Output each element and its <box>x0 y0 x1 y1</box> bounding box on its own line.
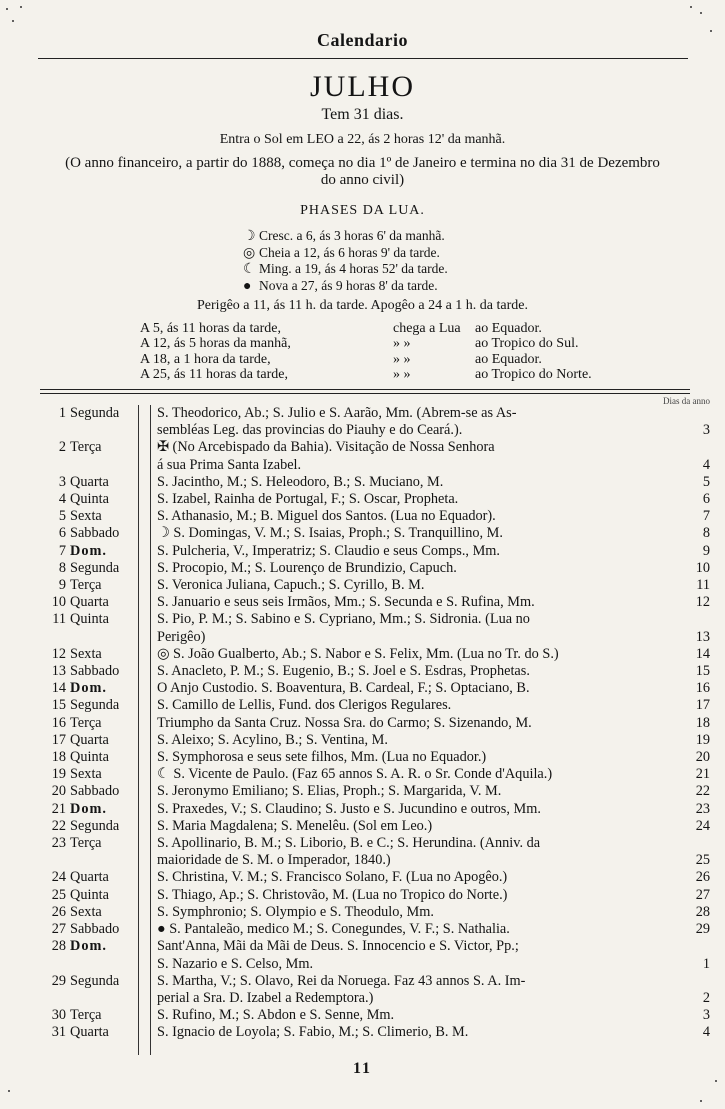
transit-end: ao Tropico do Norte. <box>475 366 592 382</box>
day-of-year: 28 <box>695 903 710 920</box>
saints-line: á sua Prima Santa Izabel. <box>157 456 302 473</box>
day-of-year: 19 <box>695 731 710 748</box>
weekday: Sabbado <box>70 921 120 938</box>
calendar-row <box>40 405 720 439</box>
saints-entry <box>157 1024 647 1041</box>
calendar-row <box>40 835 720 869</box>
saints-entry <box>157 697 647 714</box>
weekday: Segunda <box>70 697 120 714</box>
weekday: Sexta <box>70 903 102 920</box>
moon-transits <box>140 321 700 382</box>
saints-line: S. Pulcheria, V., Imperatriz; S. Claudio e seus Comps., Mm. <box>157 542 500 559</box>
weekday: Quinta <box>70 886 109 903</box>
day-number: 19 <box>51 766 66 783</box>
weekday: Segunda <box>70 405 120 421</box>
day-of-year: 24 <box>695 817 710 834</box>
day-of-year-header: Dias da anno <box>663 396 710 406</box>
day-of-year: 16 <box>695 680 710 697</box>
weekday: Sabbado <box>70 663 120 680</box>
weekday: Segunda <box>70 972 120 989</box>
transit-end: ao Equador. <box>475 321 542 336</box>
calendar-row <box>40 783 720 800</box>
saints-line: S. Theodorico, Ab.; S. Julio e S. Aarão, Mm. (Abrem-se as As- <box>157 405 517 421</box>
day-number: 7 <box>58 542 66 559</box>
transit-when: A 5, ás 11 horas da tarde, <box>140 321 281 336</box>
saints-entry <box>157 801 647 818</box>
saints-line: S. Ignacio de Loyola; S. Fabio, M.; S. Climerio, B. M. <box>157 1024 469 1041</box>
day-number: 9 <box>58 577 66 594</box>
paper-speck <box>715 1080 717 1082</box>
saints-line: S. Praxedes, V.; S. Claudino; S. Justo e S. Jucundino e outros, Mm. <box>157 800 541 817</box>
transit-mid: chega a Lua <box>393 321 461 336</box>
day-number: 20 <box>51 783 66 800</box>
calendar-row <box>40 766 720 783</box>
saints-entry <box>157 405 647 439</box>
weekday: Terça <box>70 439 102 456</box>
calendar-row <box>40 1007 720 1024</box>
day-of-year: 9 <box>702 542 710 559</box>
calendar-row <box>40 491 720 508</box>
day-of-year: 4 <box>702 1024 710 1041</box>
fiscal-note: (O anno financeiro, a partir do 1888, começa no dia 1º de Janeiro e termina no dia 31 de Dezembro do anno civil) <box>65 155 660 188</box>
calendar-table <box>40 405 720 1042</box>
transit-when: A 18, a 1 hora da tarde, <box>140 351 271 367</box>
saints-line: ✠ (No Arcebispado da Bahia). Visitação de Nossa Senhora <box>157 439 495 456</box>
calendar-row <box>40 474 720 491</box>
saints-line: Perigêo) <box>157 628 206 645</box>
weekday: Sexta <box>70 508 102 525</box>
transit-end: ao Tropico do Sul. <box>475 336 579 352</box>
moon-phases <box>243 228 543 294</box>
calendar-row <box>40 904 720 921</box>
moon-transit <box>140 321 700 336</box>
moon-phase-icon: ● <box>243 278 252 294</box>
calendar-row <box>40 938 720 972</box>
day-of-year: 14 <box>695 645 710 662</box>
day-number: 18 <box>51 749 66 766</box>
table-top-rule <box>40 389 690 394</box>
transit-mid: » » <box>393 366 411 382</box>
day-of-year: 8 <box>702 525 710 542</box>
calendar-row <box>40 715 720 732</box>
day-number: 24 <box>51 869 66 886</box>
top-rule <box>38 58 688 59</box>
calendar-row <box>40 577 720 594</box>
day-of-year: 25 <box>695 852 710 869</box>
saints-line: maioridade de S. M. o Imperador, 1840.) <box>157 852 391 869</box>
day-number: 14 <box>51 680 66 697</box>
day-number: 10 <box>51 594 66 611</box>
day-number: 5 <box>58 508 66 525</box>
paper-speck <box>690 6 692 8</box>
day-of-year: 26 <box>695 869 710 886</box>
day-number: 30 <box>51 1007 66 1024</box>
weekday: Dom. <box>70 542 107 559</box>
day-number: 17 <box>51 731 66 748</box>
calendar-row <box>40 801 720 818</box>
saints-line: S. Christina, V. M.; S. Francisco Solano, F. (Lua no Apogêo.) <box>157 869 508 886</box>
page-number: 11 <box>352 1060 373 1077</box>
calendar-row <box>40 646 720 663</box>
calendar-row <box>40 594 720 611</box>
calendar-row <box>40 543 720 560</box>
day-of-year: 11 <box>696 577 710 594</box>
saints-line: S. Anacleto, P. M.; S. Eugenio, B.; S. Joel e S. Esdras, Prophetas. <box>157 663 530 680</box>
saints-entry <box>157 749 647 766</box>
weekday: Quinta <box>70 749 109 766</box>
day-of-year: 3 <box>702 422 710 439</box>
saints-line: S. Jeronymo Emiliano; S. Elias, Proph.; S. Margarida, V. M. <box>157 783 502 800</box>
paper-speck <box>710 30 712 32</box>
saints-entry <box>157 439 647 473</box>
saints-line: ☾ S. Vicente de Paulo. (Faz 65 annos S. A. R. o Sr. Conde d'Aquila.) <box>157 766 553 783</box>
paper-speck <box>700 1100 702 1102</box>
saints-line: S. Symphronio; S. Olympio e S. Theodulo, Mm. <box>157 903 434 920</box>
saints-entry <box>157 904 647 921</box>
weekday: Terça <box>70 714 102 731</box>
day-number: 3 <box>58 473 66 490</box>
day-number: 22 <box>51 817 66 834</box>
calendar-row <box>40 697 720 714</box>
moon-phase-icon: ☽ <box>243 229 256 244</box>
weekday: Quarta <box>70 731 109 748</box>
saints-line: S. Januario e seus seis Irmãos, Mm.; S. Secunda e S. Rufina, Mm. <box>157 594 535 611</box>
weekday: Dom. <box>70 800 107 817</box>
calendar-row <box>40 887 720 904</box>
weekday: Sabbado <box>70 525 120 542</box>
moon-transit <box>140 367 700 382</box>
day-of-year: 22 <box>695 783 710 800</box>
saints-line: sembléas Leg. das provincias do Piauhy e do Ceará.). <box>157 422 463 439</box>
day-number: 11 <box>52 611 66 628</box>
saints-line: S. Veronica Juliana, Capuch.; S. Cyrillo, B. M. <box>157 577 425 594</box>
moon-phase <box>243 228 543 245</box>
transit-end: ao Equador. <box>475 351 542 367</box>
saints-entry <box>157 560 647 577</box>
saints-line: S. Jacintho, M.; S. Heleodoro, B.; S. Muciano, M. <box>157 473 444 490</box>
day-of-year: 29 <box>695 921 710 938</box>
saints-entry <box>157 577 647 594</box>
saints-entry <box>157 525 647 542</box>
calendar-row <box>40 818 720 835</box>
weekday: Segunda <box>70 559 120 576</box>
saints-entry <box>157 474 647 491</box>
weekday: Dom. <box>70 680 107 697</box>
moon-phase <box>243 278 543 295</box>
saints-line: ☽ S. Domingas, V. M.; S. Isaias, Proph.; S. Tranquillino, M. <box>157 525 503 542</box>
paper-speck <box>700 12 702 14</box>
moon-phase-text: Cheia a 12, ás 6 horas 9' da tarde. <box>259 244 440 260</box>
calendar-row <box>40 560 720 577</box>
calendar-row <box>40 973 720 1007</box>
moon-phase-icon: ☾ <box>243 262 256 277</box>
saints-line: ● S. Pantaleão, medico M.; S. Conegundes, V. F.; S. Nathalia. <box>157 921 510 938</box>
saints-line: S. Thiago, Ap.; S. Christovão, M. (Lua no Tropico do Norte.) <box>157 886 508 903</box>
moon-phase-icon: ◎ <box>243 245 256 261</box>
saints-line: S. Martha, V.; S. Olavo, Rei da Noruega. Faz 43 annos S. A. Im- <box>157 972 526 989</box>
sun-entry: Entra o Sol em LEO a 22, ás 2 horas 12' da manhã. <box>219 132 506 147</box>
calendar-row <box>40 439 720 473</box>
day-of-year: 4 <box>702 456 710 473</box>
saints-entry <box>157 594 647 611</box>
weekday: Terça <box>70 835 102 852</box>
day-of-year: 18 <box>695 714 710 731</box>
calendar-row <box>40 749 720 766</box>
day-of-year: 6 <box>702 491 710 508</box>
saints-entry <box>157 663 647 680</box>
day-number: 2 <box>58 439 66 456</box>
day-of-year: 23 <box>695 800 710 817</box>
day-number: 1 <box>58 405 66 421</box>
day-number: 25 <box>51 886 66 903</box>
saints-entry <box>157 611 647 645</box>
transit-mid: » » <box>393 336 411 352</box>
saints-line: S. Procopio, M.; S. Lourenço de Brundizio, Capuch. <box>157 559 457 576</box>
calendar-row <box>40 869 720 886</box>
saints-entry <box>157 646 647 663</box>
day-of-year: 5 <box>702 473 710 490</box>
paper-speck <box>6 8 8 10</box>
weekday: Quinta <box>70 491 109 508</box>
calendar-row <box>40 921 720 938</box>
moon-phase-text: Cresc. a 6, ás 3 horas 6' da manhã. <box>259 228 445 243</box>
saints-line: S. Izabel, Rainha de Portugal, F.; S. Oscar, Propheta. <box>157 491 459 508</box>
saints-entry <box>157 835 647 869</box>
saints-entry <box>157 491 647 508</box>
saints-entry <box>157 1007 647 1024</box>
saints-entry <box>157 938 647 972</box>
transit-when: A 25, ás 11 horas da tarde, <box>140 366 288 382</box>
day-of-year: 15 <box>695 663 710 680</box>
transit-mid: » » <box>393 351 411 367</box>
saints-entry <box>157 818 647 835</box>
day-number: 29 <box>51 972 66 989</box>
saints-line: S. Athanasio, M.; B. Miguel dos Santos. (Lua no Equador). <box>157 508 496 525</box>
transit-when: A 12, ás 5 horas da manhã, <box>140 336 291 352</box>
saints-entry <box>157 921 647 938</box>
day-number: 6 <box>58 525 66 542</box>
saints-line: O Anjo Custodio. S. Boaventura, B. Cardeal, F.; S. Optaciano, B. <box>157 680 530 697</box>
saints-entry <box>157 732 647 749</box>
saints-line: ◎ S. João Gualberto, Ab.; S. Nabor e S. Felix, Mm. (Lua no Tr. do S.) <box>157 645 559 662</box>
saints-line: Triumpho da Santa Cruz. Nossa Sra. do Carmo; S. Sizenando, M. <box>157 714 532 731</box>
day-of-year: 10 <box>695 559 710 576</box>
day-number: 27 <box>51 921 66 938</box>
saints-line: perial a Sra. D. Izabel a Redemptora.) <box>157 989 374 1006</box>
phases-title: PHASES DA LUA. <box>300 203 425 218</box>
perigee-apogee: Perigêo a 11, ás 11 h. da tarde. Apogêo a 24 a 1 h. da tarde. <box>197 298 528 313</box>
saints-entry <box>157 887 647 904</box>
saints-line: S. Aleixo; S. Acylino, B.; S. Ventina, M. <box>157 731 388 748</box>
weekday: Quarta <box>70 473 109 490</box>
saints-entry <box>157 543 647 560</box>
weekday: Sexta <box>70 766 102 783</box>
saints-entry <box>157 680 647 697</box>
saints-line: S. Camillo de Lellis, Fund. dos Clerigos Regulares. <box>157 697 452 714</box>
days-count: Tem 31 dias. <box>321 106 404 123</box>
day-of-year: 1 <box>702 955 710 972</box>
day-number: 4 <box>58 491 66 508</box>
saints-entry <box>157 715 647 732</box>
saints-line: S. Symphorosa e seus sete filhos, Mm. (Lua no Equador.) <box>157 749 487 766</box>
weekday: Quarta <box>70 594 109 611</box>
saints-entry <box>157 766 647 783</box>
day-number: 21 <box>51 800 66 817</box>
day-of-year: 27 <box>695 886 710 903</box>
day-of-year: 13 <box>695 628 710 645</box>
moon-phase <box>243 245 543 262</box>
running-head: Calendario <box>316 30 408 50</box>
moon-transit <box>140 336 700 351</box>
saints-entry <box>157 783 647 800</box>
calendar-row <box>40 508 720 525</box>
calendar-row <box>40 680 720 697</box>
day-of-year: 7 <box>702 508 710 525</box>
day-number: 12 <box>51 645 66 662</box>
saints-line: S. Apollinario, B. M.; S. Liborio, B. e C.; S. Herundina. (Anniv. da <box>157 835 541 852</box>
moon-phase-text: Nova a 27, ás 9 horas 8' da tarde. <box>259 277 438 293</box>
saints-entry <box>157 869 647 886</box>
weekday: Dom. <box>70 938 107 955</box>
weekday: Sabbado <box>70 783 120 800</box>
calendar-row <box>40 611 720 645</box>
calendar-row <box>40 525 720 542</box>
day-of-year: 21 <box>695 766 710 783</box>
moon-phase <box>243 261 543 278</box>
day-number: 13 <box>51 663 66 680</box>
weekday: Quarta <box>70 1024 109 1041</box>
day-of-year: 3 <box>702 1007 710 1024</box>
day-number: 15 <box>51 697 66 714</box>
weekday: Quarta <box>70 869 109 886</box>
calendar-row <box>40 732 720 749</box>
day-number: 8 <box>58 559 66 576</box>
saints-entry <box>157 973 647 1007</box>
day-of-year: 20 <box>695 749 710 766</box>
saints-line: Sant'Anna, Mãi da Mãi de Deus. S. Innocencio e S. Victor, Pp.; <box>157 938 519 955</box>
day-number: 26 <box>51 903 66 920</box>
weekday: Quinta <box>70 611 109 628</box>
day-of-year: 17 <box>695 697 710 714</box>
moon-transit <box>140 352 700 367</box>
saints-line: S. Rufino, M.; S. Abdon e S. Senne, Mm. <box>157 1007 395 1024</box>
weekday: Sexta <box>70 645 102 662</box>
day-number: 16 <box>51 714 66 731</box>
saints-line: S. Pio, P. M.; S. Sabino e S. Cypriano, Mm.; S. Sidronia. (Lua no <box>157 611 530 628</box>
paper-speck <box>12 20 14 22</box>
saints-entry <box>157 508 647 525</box>
weekday: Terça <box>70 577 102 594</box>
saints-line: S. Nazario e S. Celso, Mm. <box>157 955 314 972</box>
day-number: 28 <box>51 938 66 955</box>
weekday: Terça <box>70 1007 102 1024</box>
day-number: 23 <box>51 835 66 852</box>
saints-line: S. Maria Magdalena; S. Menelêu. (Sol em Leo.) <box>157 817 433 834</box>
calendar-row <box>40 1024 720 1041</box>
calendar-row <box>40 663 720 680</box>
day-of-year: 2 <box>702 989 710 1006</box>
moon-phase-text: Ming. a 19, ás 4 horas 52' da tarde. <box>259 261 448 276</box>
weekday: Segunda <box>70 817 120 834</box>
paper-speck <box>20 6 22 8</box>
day-of-year: 12 <box>695 594 710 611</box>
paper-speck <box>8 1090 10 1092</box>
month-title: JULHO <box>310 70 415 103</box>
day-number: 31 <box>51 1024 66 1041</box>
